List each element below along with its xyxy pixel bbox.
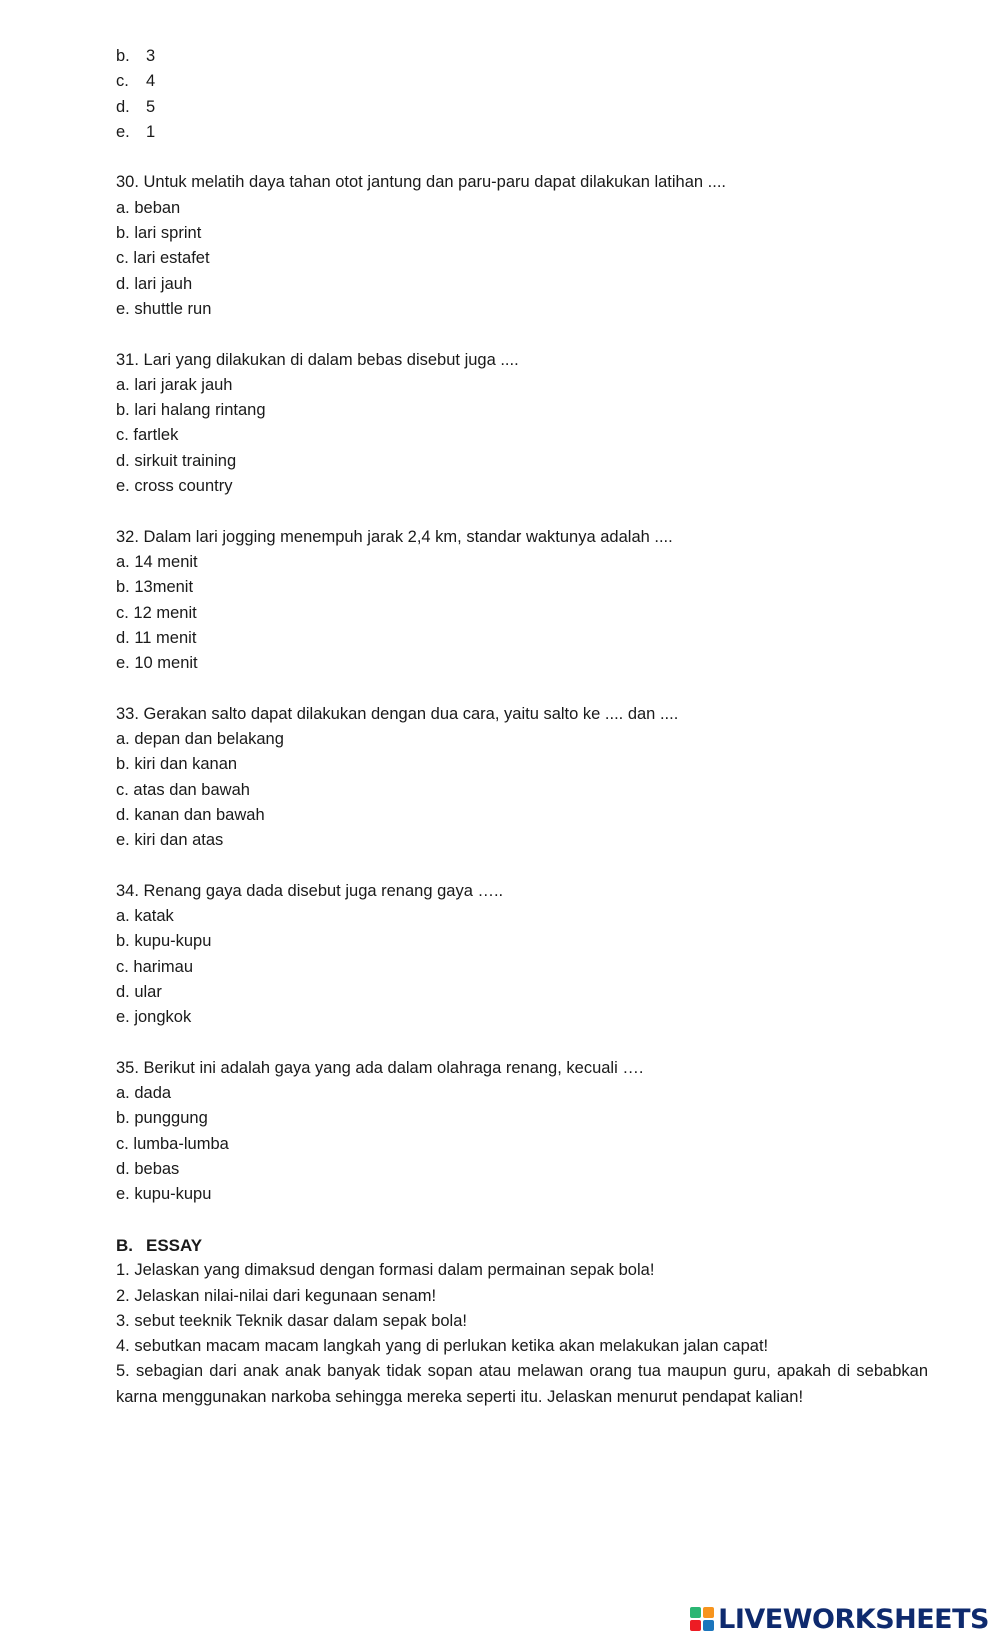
option [116, 69, 928, 94]
option: e. kiri dan atas [116, 831, 224, 850]
essay-list [116, 1258, 928, 1410]
option-text: 1 [146, 122, 156, 141]
option: e. cross country [116, 477, 233, 496]
option: d. bebas [116, 1160, 180, 1179]
spacer [116, 854, 928, 879]
logo-brand-text: LIVEWORKSHEETS [718, 1603, 989, 1635]
option: a. 14 menit [116, 552, 198, 571]
option: a. beban [116, 198, 181, 217]
option-text: 3 [146, 47, 156, 65]
spacer [116, 676, 928, 701]
option: b. 13menit [116, 578, 194, 597]
essay-item: 4. sebutkan macam macam langkah yang di perlukan ketika akan melakukan jalan capat! [116, 1337, 769, 1356]
option: c. lumba-lumba [116, 1134, 229, 1153]
question-text: 32. Dalam lari jogging menempuh jarak 2,4 km, standar waktunya adalah .... [116, 527, 673, 546]
option [116, 95, 928, 120]
option: c. 12 menit [116, 603, 197, 622]
option: e. shuttle run [116, 299, 212, 318]
question-block [116, 702, 928, 879]
question-block [116, 879, 928, 1056]
essay-heading [116, 1233, 928, 1258]
option-letter: e. [116, 122, 130, 141]
option-letter: b. [116, 47, 130, 65]
logo-mark-icon [690, 1607, 714, 1631]
option [116, 120, 928, 145]
option: b. kiri dan kanan [116, 755, 238, 774]
option: c. atas dan bawah [116, 780, 250, 799]
logo-square-v [690, 1620, 701, 1631]
option: a. lari jarak jauh [116, 375, 233, 394]
question-text: 33. Gerakan salto dapat dilakukan dengan dua cara, yaitu salto ke .... dan .... [116, 704, 679, 723]
question-text: 30. Untuk melatih daya tahan otot jantung dan paru-paru dapat dilakukan latihan .... [116, 173, 727, 192]
spacer [116, 1208, 928, 1233]
essay-item: 2. Jelaskan nilai-nilai dari kegunaan senam! [116, 1286, 437, 1305]
option: d. sirkuit training [116, 451, 237, 470]
option: a. depan dan belakang [116, 730, 284, 749]
worksheet-page [116, 44, 928, 1410]
option: b. punggung [116, 1109, 208, 1128]
lead-options [116, 44, 928, 145]
spacer [116, 145, 928, 170]
option: a. dada [116, 1084, 172, 1103]
spacer [116, 499, 928, 524]
essay-label: B. [116, 1235, 133, 1255]
question-text: 31. Lari yang dilakukan di dalam bebas disebut juga .... [116, 350, 519, 369]
essay-title: ESSAY [146, 1235, 203, 1255]
essay-item: 3. sebut teeknik Teknik dasar dalam sepak bola! [116, 1311, 467, 1330]
question-block [116, 170, 928, 347]
option: d. kanan dan bawah [116, 805, 265, 824]
question-block [116, 1056, 928, 1233]
spacer [116, 322, 928, 347]
option: d. ular [116, 982, 162, 1001]
question-text: 35. Berikut ini adalah gaya yang ada dalam olahraga renang, kecuali …. [116, 1058, 644, 1077]
option: e. 10 menit [116, 654, 198, 673]
question-block [116, 525, 928, 702]
option: e. jongkok [116, 1008, 192, 1027]
option: c. lari estafet [116, 249, 210, 268]
question-block [116, 348, 928, 525]
logo-square-i [703, 1607, 714, 1618]
liveworksheets-logo [690, 1604, 989, 1634]
option [116, 44, 928, 69]
option: a. katak [116, 907, 174, 926]
option-text: 5 [146, 97, 156, 116]
logo-square-l [690, 1607, 701, 1618]
essay-item: 1. Jelaskan yang dimaksud dengan formasi dalam permainan sepak bola! [116, 1261, 655, 1280]
option: e. kupu-kupu [116, 1185, 212, 1204]
question-text: 34. Renang gaya dada disebut juga renang gaya ….. [116, 881, 504, 900]
logo-square-e [703, 1620, 714, 1631]
spacer [116, 1031, 928, 1056]
option-text: 4 [146, 72, 156, 91]
option: c. fartlek [116, 426, 179, 445]
option-letter: d. [116, 97, 130, 116]
question-list [116, 170, 928, 1232]
option: b. lari halang rintang [116, 401, 266, 420]
option: d. lari jauh [116, 274, 193, 293]
option-letter: c. [116, 72, 129, 91]
option: d. 11 menit [116, 628, 197, 647]
option: c. harimau [116, 957, 194, 976]
essay-item: 5. sebagian dari anak anak banyak tidak sopan atau melawan orang tua maupun guru, apakah di sebabkan karna menggunakan narkoba sehingga mereka seperti itu. Jelaskan menurut pendapat kalian! [116, 1362, 928, 1406]
option: b. kupu-kupu [116, 932, 212, 951]
option: b. lari sprint [116, 224, 202, 243]
